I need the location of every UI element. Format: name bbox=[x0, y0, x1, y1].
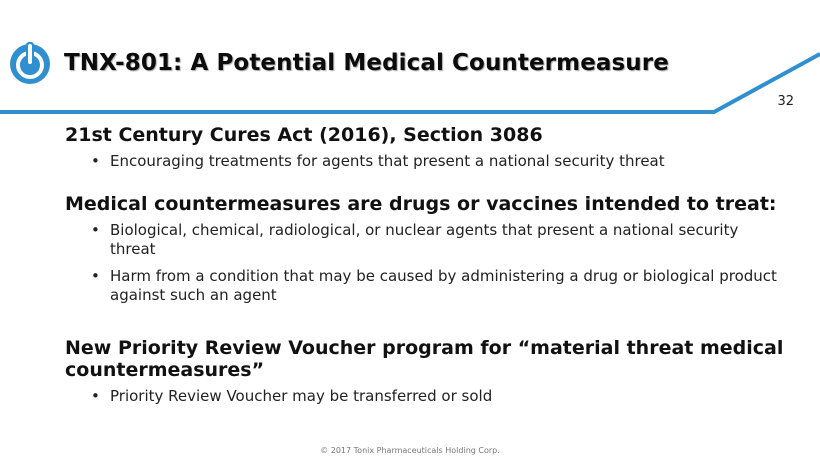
slide-title: TNX-801: A Potential Medical Countermeasure bbox=[64, 50, 669, 76]
bullet-text: Harm from a condition that may be caused by administering a drug or biological product against such an agent bbox=[110, 267, 777, 304]
list-item bbox=[65, 152, 785, 171]
bullet-list bbox=[65, 152, 785, 171]
bullet-marker: • bbox=[91, 267, 100, 285]
section-heading: New Priority Review Voucher program for “material threat medical countermeasures” bbox=[65, 337, 784, 381]
list-item bbox=[65, 267, 785, 305]
section-heading: Medical countermeasures are drugs or vaccines intended to treat: bbox=[65, 193, 777, 215]
section-heading: 21st Century Cures Act (2016), Section 3086 bbox=[65, 124, 543, 146]
page-number: 32 bbox=[777, 94, 794, 109]
bullet-list bbox=[65, 387, 785, 406]
bullet-list bbox=[65, 221, 785, 305]
section-cures-act bbox=[65, 124, 785, 171]
bullet-text: Biological, chemical, radiological, or nuclear agents that present a national security threat bbox=[110, 221, 739, 258]
section-priority-review bbox=[65, 337, 785, 406]
copyright-footer: © 2017 Tonix Pharmaceuticals Holding Corp. bbox=[320, 446, 500, 455]
bullet-marker: • bbox=[91, 221, 100, 239]
bullet-marker: • bbox=[91, 152, 100, 170]
section-countermeasures bbox=[65, 193, 785, 305]
slide-body bbox=[65, 124, 785, 414]
list-item bbox=[65, 221, 785, 259]
bullet-text: Encouraging treatments for agents that present a national security threat bbox=[110, 152, 665, 170]
bullet-marker: • bbox=[91, 387, 100, 405]
list-item bbox=[65, 387, 785, 406]
header-divider bbox=[0, 38, 820, 128]
bullet-text: Priority Review Voucher may be transferred or sold bbox=[110, 387, 493, 405]
